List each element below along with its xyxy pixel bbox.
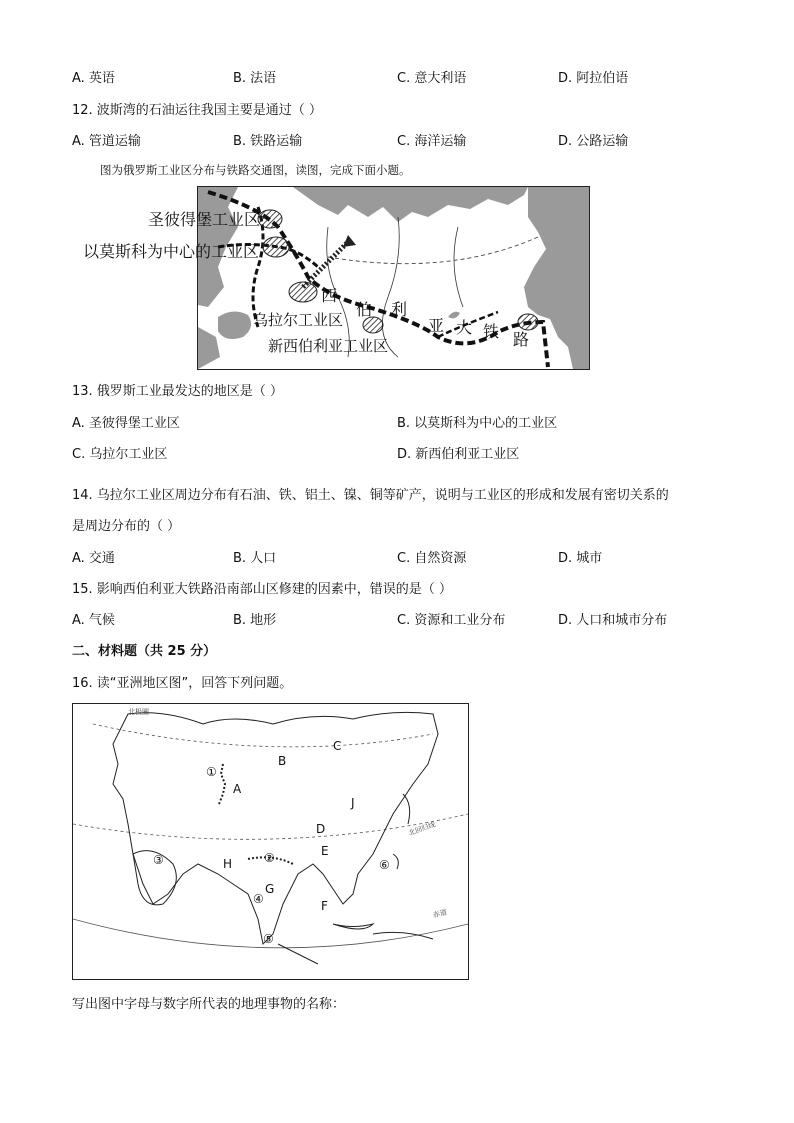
label-novosibirsk: 新西伯利亚工业区 (268, 337, 389, 355)
rail-char-4: 亚 (428, 316, 445, 335)
number-6: ⑥ (379, 858, 390, 872)
q12-option-b: B. 铁路运输 (233, 134, 303, 149)
asia-map (72, 703, 469, 980)
q14-option-a: A. 交通 (72, 551, 115, 566)
number-3: ③ (153, 853, 164, 867)
label-stpetersburg: 圣彼得堡工业区 (148, 210, 261, 229)
label-arctic-circle: 北极圈 (128, 708, 149, 716)
q13-option-a: A. 圣彼得堡工业区 (72, 416, 180, 431)
rail-char-5: 大 (456, 318, 473, 337)
q15-option-d: D. 人口和城市分布 (558, 613, 668, 628)
q14-option-d: D. 城市 (558, 551, 603, 566)
rail-char-1: 西 (321, 286, 338, 305)
letter-c: C (333, 739, 342, 753)
q12-stem: 12. 波斯湾的石油运往我国主要是通过（ ） (72, 103, 322, 118)
q15-option-a: A. 气候 (72, 613, 115, 628)
rail-char-3: 利 (391, 300, 408, 319)
q16-instruction: 写出图中字母与数字所代表的地理事物的名称： (72, 997, 346, 1012)
letter-h: H (223, 857, 233, 871)
letter-d: D (316, 822, 326, 836)
q12-option-a: A. 管道运输 (72, 134, 141, 149)
label-tropic-cancer: 北回归线 (407, 820, 437, 838)
q14-stem-line1: 14. 乌拉尔工业区周边分布有石油、铁、铝土、镍、铜等矿产，说明与工业区的形成和发展有密切关系的 (72, 488, 669, 503)
letter-e: E (321, 844, 329, 858)
letter-g: G (265, 882, 275, 896)
q16-stem: 16. 读“亚洲地区图”，回答下列问题。 (72, 676, 293, 691)
letter-b: B (278, 754, 287, 768)
q14-option-b: B. 人口 (233, 551, 277, 566)
section-heading: 二、材料题（共 25 分） (72, 644, 217, 659)
q12-option-d: D. 公路运输 (558, 134, 629, 149)
rail-char-6: 铁 (483, 322, 500, 341)
rail-char-7: 路 (513, 330, 530, 349)
q12-option-c: C. 海洋运输 (397, 134, 467, 149)
q11-option-b: B. 法语 (233, 71, 277, 86)
q15-stem: 15. 影响西伯利亚大铁路沿南部山区修建的因素中，错误的是（ ） (72, 582, 452, 597)
number-2: ② (264, 851, 275, 865)
q15-option-c: C. 资源和工业分布 (397, 613, 506, 628)
rail-char-2: 伯 (356, 300, 373, 319)
map-intro-text: 图为俄罗斯工业区分布与铁路交通图，读图，完成下面小题。 (100, 163, 411, 177)
letter-j: J (351, 796, 355, 810)
q14-stem-line2: 是周边分布的（ ） (72, 519, 181, 534)
q11-option-a: A. 英语 (72, 71, 115, 86)
q14-option-c: C. 自然资源 (397, 551, 467, 566)
letter-a: A (233, 782, 242, 796)
number-4: ④ (253, 892, 264, 906)
q11-option-d: D. 阿拉伯语 (558, 71, 629, 86)
q13-stem: 13. 俄罗斯工业最发达的地区是（ ） (72, 384, 283, 399)
q13-option-c: C. 乌拉尔工业区 (72, 447, 168, 462)
letter-f: F (321, 899, 328, 913)
russia-industry-map (83, 186, 590, 370)
q15-option-b: B. 地形 (233, 613, 277, 628)
number-5: ⑤ (263, 932, 274, 946)
q13-option-b: B. 以莫斯科为中心的工业区 (397, 416, 558, 431)
q13-option-d: D. 新西伯利亚工业区 (397, 447, 520, 462)
number-1: ① (206, 765, 217, 779)
q11-option-c: C. 意大利语 (397, 71, 467, 86)
label-moscow: 以莫斯科为中心的工业区 (83, 242, 260, 261)
label-ural: 乌拉尔工业区 (253, 311, 344, 329)
label-equator: 赤道 (432, 908, 448, 920)
